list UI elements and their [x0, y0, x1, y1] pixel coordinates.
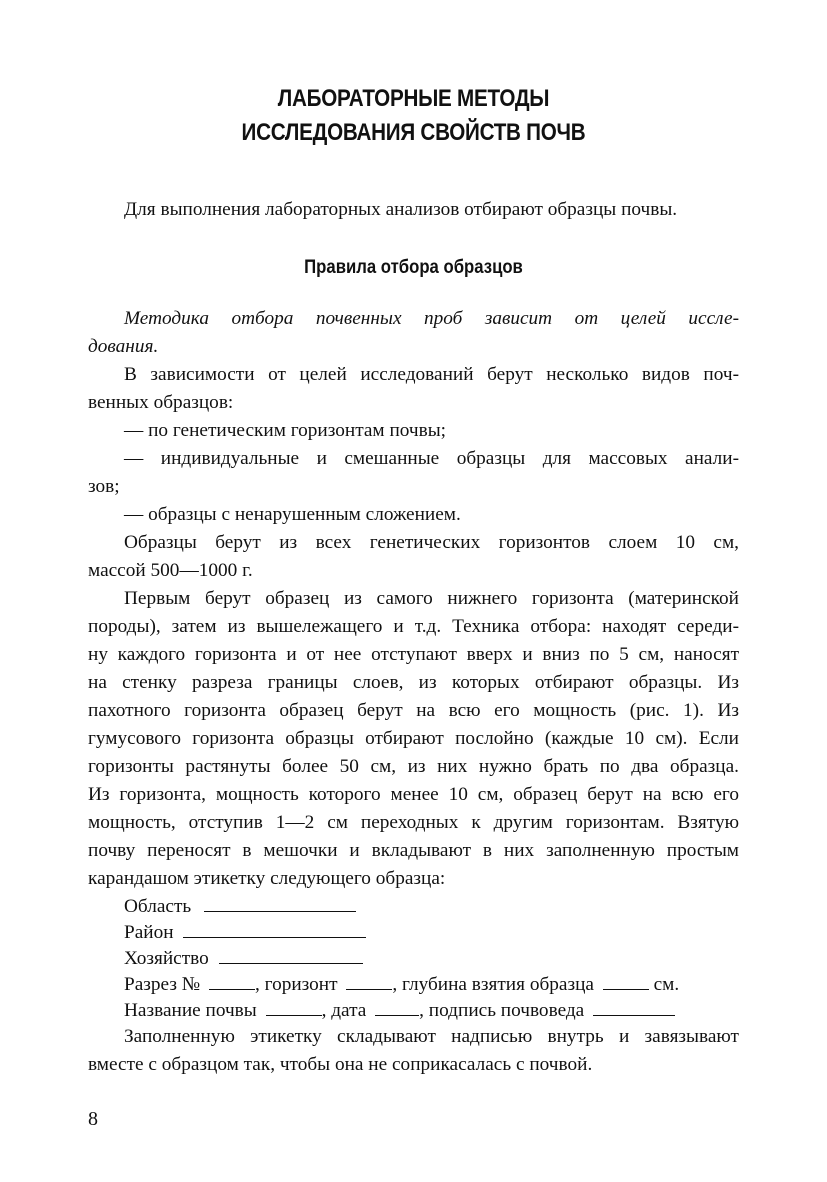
blank-line [375, 998, 419, 1016]
page-number: 8 [88, 1108, 98, 1130]
blank-line [593, 998, 675, 1016]
blank-line [346, 972, 392, 990]
title-line-2: ИССЛЕДОВАНИЯ СВОЙСТВ ПОЧВ [241, 119, 586, 146]
form-field-soil-name [88, 998, 739, 1024]
form-label: , подпись почвоведа [419, 1000, 585, 1021]
text-line: горизонты растянуты более 50 см, из них нужно брать по два образца. [88, 756, 739, 777]
intro-paragraph: Для выполнения лабораторных анализов отбирают образцы почвы. [124, 199, 678, 220]
text-line: мощность, отступив 1—2 см переходных к другим горизонтам. Взятую [88, 812, 739, 833]
text-line: венных образцов: [88, 392, 234, 413]
blank-line [219, 946, 363, 964]
list-item: — индивидуальные и смешанные образцы для массовых анали- [124, 448, 739, 469]
text-line: Методика отбора почвенных проб зависит от целей иссле- [124, 308, 739, 329]
text-line: В зависимости от целей исследований берут несколько видов поч- [124, 364, 739, 385]
text-line: зов; [88, 476, 120, 497]
form-label: Разрез № [124, 974, 201, 995]
text-line: карандашом этикетку следующего образца: [88, 868, 446, 889]
text-line: массой 500—1000 г. [88, 560, 253, 581]
text-line: гумусового горизонта образцы отбирают послойно (каждые 10 см). Если [88, 728, 739, 749]
blank-line [183, 920, 366, 938]
list-item: — образцы с ненарушенным сложением. [124, 504, 461, 525]
form-field-section [88, 972, 739, 998]
text-line: вместе с образцом так, чтобы она не соприкасалась с почвой. [88, 1054, 593, 1075]
form-label: Название почвы [124, 1000, 257, 1021]
text-line: дования. [88, 336, 159, 357]
section-heading: Правила отбора образцов [304, 257, 523, 278]
text-line: ну каждого горизонта и от нее отступают вверх и вниз по 5 см, наносят [88, 644, 739, 665]
text-line: Образцы берут из всех генетических горизонтов слоем 10 см, [124, 532, 739, 553]
blank-line [603, 972, 649, 990]
form-label: Область [124, 896, 192, 917]
text-line: на стенку разреза границы слоев, из которых отбирают образцы. Из [88, 672, 739, 693]
title-line-1: ЛАБОРАТОРНЫЕ МЕТОДЫ [277, 85, 550, 112]
page-title [134, 82, 694, 150]
form-field-district [88, 920, 739, 946]
blank-line [204, 894, 356, 912]
text-line: Заполненную этикетку складывают надписью внутрь и завязывают [124, 1026, 739, 1047]
form-label: , горизонт [255, 974, 338, 995]
form-label: , дата [321, 1000, 367, 1021]
text-line: Из горизонта, мощность которого менее 10 см, образец берут на всю его [88, 784, 739, 805]
form-field-region [88, 894, 739, 920]
blank-line [209, 972, 255, 990]
form-field-farm [88, 946, 739, 972]
text-line: породы), затем из вышележащего и т.д. Техника отбора: находят середи- [88, 616, 739, 637]
text-line: почву переносят в мешочки и вкладывают в них заполненную простым [88, 840, 739, 861]
form-label: , глубина взятия образца [392, 974, 594, 995]
blank-line [266, 998, 322, 1016]
text-line: Первым берут образец из самого нижнего горизонта (материнской [124, 588, 739, 609]
list-item: — по генетическим горизонтам почвы; [124, 420, 447, 441]
form-label: Район [124, 922, 174, 943]
form-label: Хозяйство [124, 948, 209, 969]
text-line: пахотного горизонта образец берут на всю его мощность (рис. 1). Из [88, 700, 739, 721]
form-label: см. [653, 974, 680, 995]
